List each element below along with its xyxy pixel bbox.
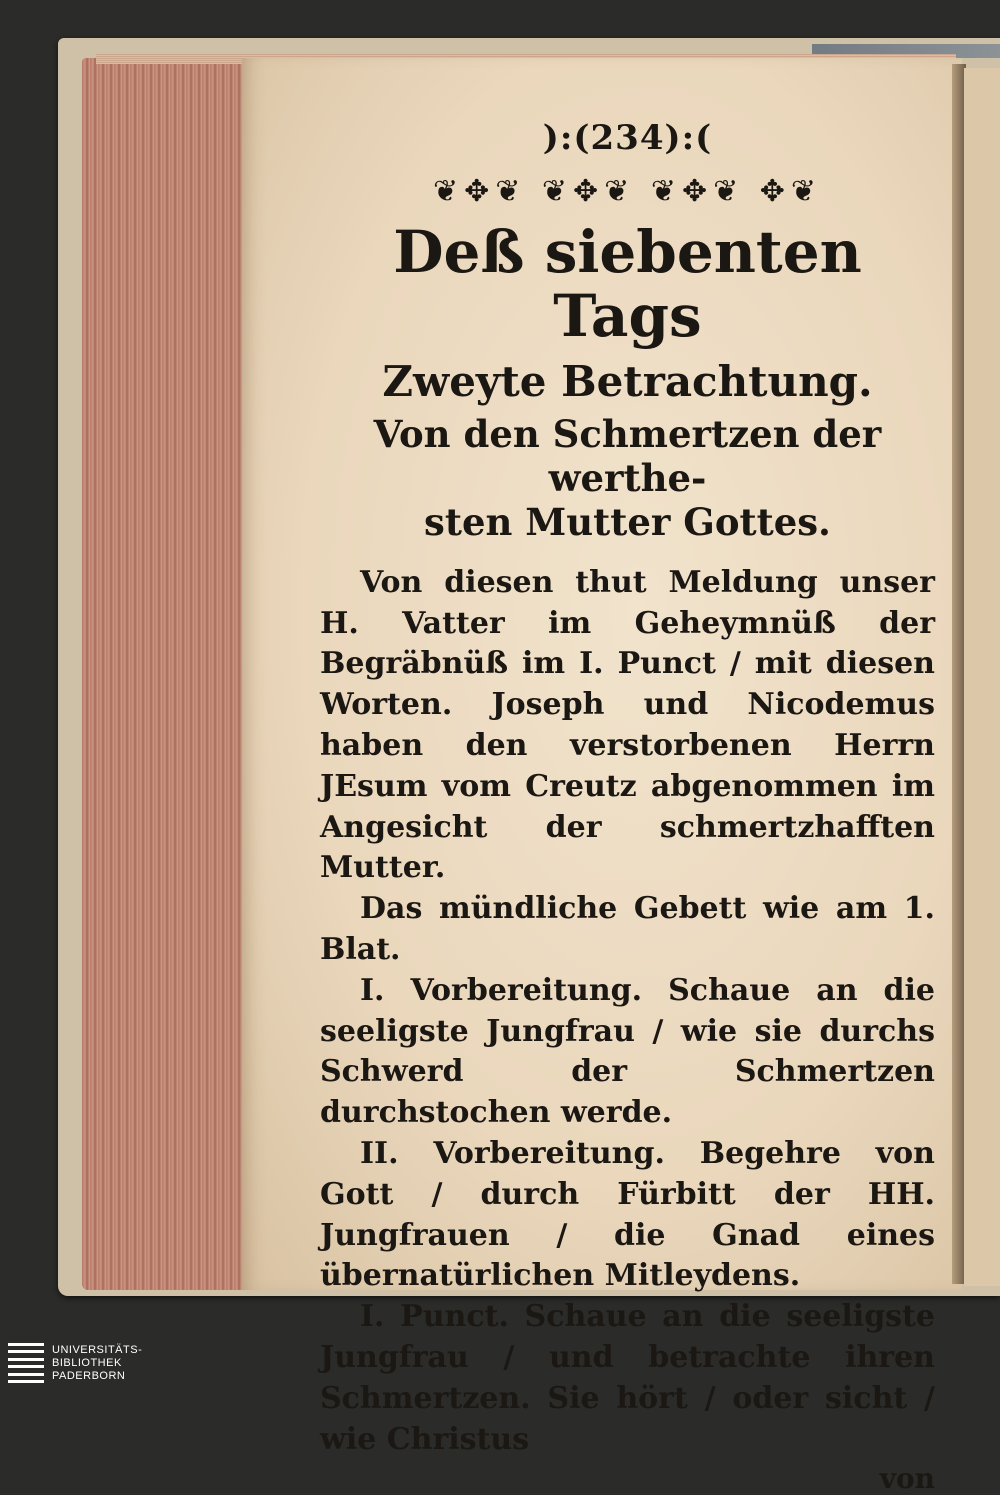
- paragraph-1: Von diesen thut Meldung unser H. Vatter im Geheymnüß der Begräbnüß im I. Punct / mit diesen Worten. Joseph und Nicodemus haben den verstorbenen Herrn JEsum vom Creutz abgenommen im Angesicht der schmertzhafften Mutter.: [320, 564, 935, 886]
- page-edges: [82, 58, 252, 1290]
- page-number: ):(234):(: [542, 118, 713, 158]
- ornament-divider: ❦✥❦ ❦✥❦ ❦✥❦ ✥❦: [432, 174, 823, 209]
- page-title: Deß siebenten Tags: [393, 218, 862, 350]
- paragraph-4: II. Vorbereitung. Begehre von Gott / durch Fürbitt der HH. Jungfrauen / die Gnad eines übernatürlichen Mitleydens.: [320, 1135, 935, 1294]
- page-text: [320, 118, 935, 1495]
- library-logo: [8, 1340, 142, 1386]
- logo-mark-icon: [8, 1343, 44, 1383]
- logo-text: UNIVERSITÄTS- BIBLIOTHEK PADERBORN: [52, 1343, 143, 1382]
- paragraph-3: I. Vorbereitung. Schaue an die seeligste Jungfrau / wie sie durchs Schwerd der Schmertzen durchstochen werde.: [320, 972, 935, 1131]
- heading-line-1: Von den Schmertzen der werthe-: [373, 411, 882, 500]
- subtitle: Zweyte Betrachtung.: [382, 356, 873, 406]
- paragraph-5: I. Punct. Schaue an die seeligste Jungfrau / und betrachte ihren Schmertzen. Sie hört / oder sicht / wie Christus: [320, 1299, 935, 1457]
- section-heading: [320, 412, 935, 545]
- heading-line-2: sten Mutter Gottes.: [424, 500, 831, 545]
- catchword: von: [879, 1462, 935, 1495]
- paragraph-2: Das mündliche Gebett wie am 1. Blat.: [320, 891, 935, 967]
- facing-page-edge: [964, 68, 1000, 1286]
